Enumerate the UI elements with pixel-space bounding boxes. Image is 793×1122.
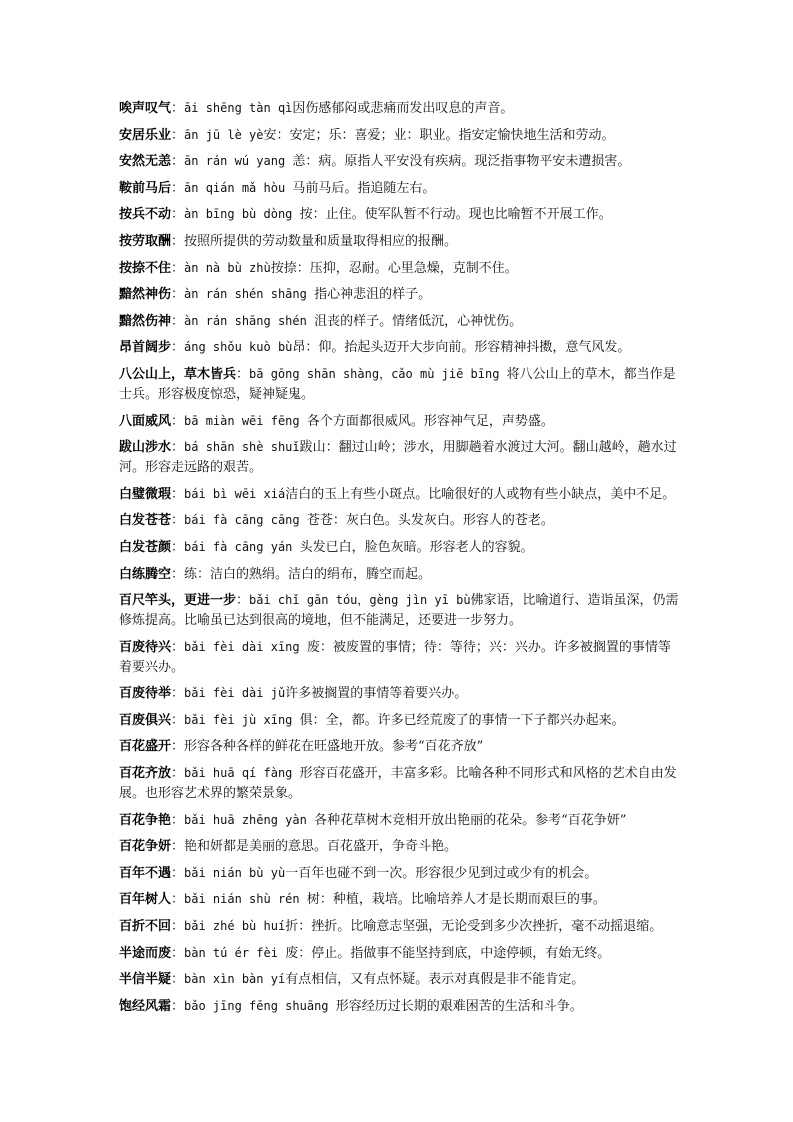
term-separator: ：: [171, 972, 185, 988]
idiom-entry: [119, 98, 679, 119]
term-separator: ：: [171, 340, 185, 356]
idiom-definition: 佛家语，比喻道行、造诣虽深，仍需修炼提高。比喻虽已达到很高的境地，但不能满足，还要进一步努力。: [119, 593, 679, 629]
idiom-pinyin: bǎi fèi dài xīng: [184, 639, 307, 654]
idiom-definition: 按：止住。使军队暂不行动。现也比喻暂不开展工作。: [299, 207, 612, 223]
idiom-definition: 按照所提供的劳动数量和质量取得相应的报酬。: [184, 233, 458, 249]
idiom-definition: 有点相信，又有点怀疑。表示对真假是非不能肯定。: [285, 972, 585, 988]
idiom-entry: [119, 284, 679, 305]
idiom-definition: 一百年也碰不到一次。形容很少见到过或少有的机会。: [285, 865, 598, 881]
term-separator: ：: [171, 812, 185, 828]
term-separator: ：: [171, 865, 185, 881]
term-separator: ：: [171, 180, 185, 196]
idiom-definition: 恙：病。原指人平安没有疾病。现泛指事物平安未遭损害。: [292, 154, 631, 170]
idiom-pinyin: bā miàn wēi fēng: [184, 413, 307, 428]
idiom-entry: [119, 969, 679, 990]
term-separator: ：: [171, 233, 185, 249]
idiom-pinyin: āi shēng tàn qì: [184, 101, 293, 115]
term-separator: ：: [171, 892, 185, 908]
idiom-term: 按兵不动: [119, 207, 172, 223]
idiom-entry: [119, 916, 679, 937]
term-separator: ：: [171, 712, 185, 728]
term-separator: ：: [171, 739, 185, 755]
idiom-term: 八面威风: [119, 413, 172, 429]
idiom-entry: [119, 683, 679, 704]
idiom-term: 昂首阔步: [119, 340, 172, 356]
idiom-entry: [119, 836, 679, 857]
term-separator: ：: [171, 207, 185, 223]
idiom-entry: [119, 510, 679, 531]
idiom-definition: 废：被废置的事情；待：等待；兴：兴办。许多被搁置的事情等着要兴办。: [119, 639, 671, 675]
idiom-pinyin: àn rán shén shāng: [184, 287, 315, 302]
idiom-term: 黯然神伤: [119, 287, 172, 303]
idiom-definition: 安：安定；乐：喜爱；业：职业。指安定愉快地生活和劳动。: [263, 127, 615, 143]
idiom-pinyin: bá shān shè shuǐ: [184, 440, 300, 455]
idiom-list: [119, 98, 679, 1022]
idiom-definition: 将八公山上的草木，都当作是士兵。形容极度惊恐，疑神疑鬼。: [119, 366, 676, 402]
term-separator: ：: [171, 154, 185, 170]
idiom-entry: [119, 484, 679, 505]
idiom-term: 百花盛开: [119, 739, 172, 755]
term-separator: ：: [236, 366, 250, 382]
idiom-pinyin: ān rán wú yang: [184, 154, 293, 169]
idiom-term: 跋山涉水: [119, 440, 172, 456]
idiom-pinyin: bǎi huā qí fàng: [184, 766, 300, 781]
idiom-pinyin: bǎi zhé bù huí: [184, 919, 286, 934]
term-separator: ：: [171, 998, 185, 1014]
idiom-definition: 艳和妍都是美丽的意思。百花盛开，争奇斗艳。: [184, 839, 458, 855]
idiom-term: 白发苍颜: [119, 539, 172, 555]
idiom-entry: [119, 231, 679, 252]
idiom-definition: 按捺：压抑，忍耐。心里急燥，克制不住。: [270, 260, 518, 276]
idiom-definition: 沮丧的样子。情绪低沉，心神忧伤。: [314, 313, 523, 329]
idiom-definition: 俱：全，都。许多已经荒废了的事情一下子都兴办起来。: [299, 712, 625, 728]
term-separator: ：: [171, 313, 185, 329]
idiom-term: 百年树人: [119, 892, 172, 908]
idiom-pinyin: bǎi huā zhēng yàn: [184, 812, 315, 827]
term-separator: ：: [171, 919, 185, 935]
idiom-definition: 折：挫折。比喻意志坚强，无论受到多少次挫折，毫不动摇退缩。: [285, 919, 663, 935]
idiom-entry: [119, 437, 679, 478]
idiom-definition: 因伤感郁闷或悲痛而发出叹息的声音。: [292, 101, 514, 116]
idiom-term: 白璧微瑕: [119, 486, 172, 502]
idiom-definition: 跋山：翻过山岭；涉水，用脚趟着水渡过大河。翻山越岭，趟水过河。形容走远路的艰苦。: [119, 440, 677, 476]
idiom-pinyin: áng shǒu kuò bù: [184, 340, 293, 355]
idiom-entry: [119, 710, 679, 731]
term-separator: ：: [171, 639, 185, 655]
idiom-definition: 许多被搁置的事情等着要兴办。: [285, 686, 468, 702]
idiom-definition: 练：洁白的熟绢。洁白的绢布，腾空而起。: [184, 566, 432, 582]
idiom-pinyin: bái bì wēi xiá: [184, 486, 286, 501]
term-separator: ：: [236, 593, 250, 609]
idiom-pinyin: bǎi fèi dài jǔ: [184, 686, 286, 701]
idiom-pinyin: bái fà cāng cāng: [184, 513, 307, 528]
term-separator: ：: [171, 839, 185, 855]
idiom-entry: [119, 763, 679, 804]
idiom-entry: [119, 564, 679, 585]
term-separator: ：: [171, 686, 185, 702]
idiom-definition: 废：停止。指做事不能坚持到底，中途停顿，有始无终。: [285, 945, 611, 961]
idiom-term: 安然无恙: [119, 154, 172, 170]
idiom-term: 百年不遇: [119, 865, 172, 881]
idiom-term: 百废待兴: [119, 639, 172, 655]
term-separator: ：: [171, 539, 185, 555]
idiom-term: 饱经风霜: [119, 998, 172, 1014]
term-separator: ：: [171, 486, 185, 502]
idiom-entry: [119, 590, 679, 631]
idiom-definition: 形容百花盛开，丰富多彩。比喻各种不同形式和风格的艺术自由发展。也形容艺术界的繁荣景象。: [119, 766, 677, 802]
idiom-pinyin: bǎi nián shù rén: [184, 892, 307, 907]
idiom-term: 百尺竿头，更进一步: [119, 593, 237, 609]
term-separator: ：: [171, 127, 185, 143]
idiom-definition: 头发已白，脸色灰暗。形容老人的容貌。: [299, 539, 534, 555]
idiom-term: 半信半疑: [119, 972, 172, 988]
idiom-term: 安居乐业: [119, 127, 172, 143]
idiom-definition: 指心神悲沮的样子。: [314, 287, 432, 303]
idiom-entry: [119, 996, 679, 1017]
idiom-entry: [119, 943, 679, 964]
idiom-pinyin: àn nà bù zhù: [184, 260, 271, 275]
idiom-term: 白练腾空: [119, 566, 172, 582]
idiom-definition: 洁白的玉上有些小斑点。比喻很好的人或物有些小缺点，美中不足。: [285, 486, 676, 502]
idiom-entry: [119, 337, 679, 358]
idiom-pinyin: ān jū lè yè: [184, 127, 264, 142]
term-separator: ：: [171, 513, 185, 529]
idiom-pinyin: bǎo jīng fēng shuāng: [184, 998, 336, 1013]
idiom-term: 鞍前马后: [119, 180, 172, 196]
idiom-term: 半途而废: [119, 945, 172, 961]
idiom-pinyin: bàn xìn bàn yí: [184, 972, 286, 987]
idiom-entry: [119, 537, 679, 558]
idiom-pinyin: bǎi fèi jù xīng: [184, 712, 300, 727]
idiom-term: 百花争艳: [119, 812, 172, 828]
idiom-entry: [119, 311, 679, 332]
idiom-term: 八公山上，草木皆兵: [119, 366, 237, 382]
idiom-entry: [119, 736, 679, 757]
idiom-entry: [119, 889, 679, 910]
idiom-definition: 苍苍：灰白色。头发灰白。形容人的苍老。: [306, 513, 554, 529]
idiom-pinyin: bǎi nián bù yù: [184, 865, 286, 880]
term-separator: ：: [171, 566, 185, 582]
idiom-entry: [119, 810, 679, 831]
idiom-term: 白发苍苍: [119, 513, 172, 529]
idiom-entry: [119, 258, 679, 279]
term-separator: ：: [171, 260, 185, 276]
idiom-entry: [119, 863, 679, 884]
idiom-pinyin: àn bīng bù dòng: [184, 207, 300, 222]
idiom-entry: [119, 178, 679, 199]
idiom-term: 黯然伤神: [119, 313, 172, 329]
idiom-pinyin: àn rán shāng shén: [184, 313, 315, 328]
term-separator: ：: [171, 766, 185, 782]
idiom-term: 百花争妍: [119, 839, 172, 855]
term-separator: ：: [171, 945, 185, 961]
idiom-definition: 昂：仰。抬起头迈开大步向前。形容精神抖擞，意气风发。: [292, 340, 631, 356]
idiom-pinyin: bǎi chǐ gān tóu，gèng jìn yī bù: [249, 593, 471, 608]
idiom-entry: [119, 125, 679, 146]
idiom-definition: 各种花草树木竞相开放出艳丽的花朵。参考“百花争妍”: [314, 812, 627, 828]
idiom-definition: 树：种植，栽培。比喻培养人才是长期而艰巨的事。: [306, 892, 606, 908]
idiom-pinyin: ān qián mǎ hòu: [184, 180, 293, 195]
idiom-entry: [119, 411, 679, 432]
idiom-term: 百花齐放: [119, 766, 172, 782]
idiom-definition: 形容经历过长期的艰难困苦的生活和斗争。: [335, 998, 583, 1014]
idiom-term: 百折不回: [119, 919, 172, 935]
idiom-entry: [119, 204, 679, 225]
idiom-term: 唉声叹气: [119, 101, 172, 116]
idiom-entry: [119, 151, 679, 172]
idiom-pinyin: bái fà cāng yán: [184, 539, 300, 554]
idiom-entry: [119, 637, 679, 678]
idiom-term: 按捺不住: [119, 260, 172, 276]
idiom-term: 百废俱兴: [119, 712, 172, 728]
idiom-term: 百废待举: [119, 686, 172, 702]
idiom-entry: [119, 364, 679, 405]
idiom-term: 按劳取酬: [119, 233, 172, 249]
idiom-definition: 马前马后。指追随左右。: [292, 180, 436, 196]
term-separator: ：: [171, 101, 185, 116]
term-separator: ：: [171, 287, 185, 303]
idiom-pinyin: bā gōng shān shàng，cǎo mù jiē bīng: [249, 366, 507, 381]
term-separator: ：: [171, 413, 185, 429]
idiom-definition: 各个方面都很威风。形容神气足，声势盛。: [306, 413, 554, 429]
idiom-pinyin: bàn tú ér fèi: [184, 945, 286, 960]
term-separator: ：: [171, 440, 185, 456]
idiom-definition: 形容各种各样的鲜花在旺盛地开放。参考“百花齐放”: [184, 739, 484, 755]
